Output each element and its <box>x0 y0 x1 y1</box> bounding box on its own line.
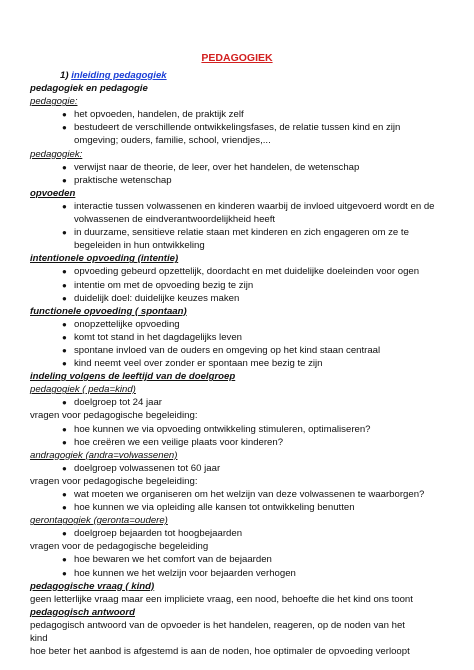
bullet-icon: ● <box>62 201 67 211</box>
list-item: ● interactie tussen volwassenen en kinderen waarbij de invloed uitgevoerd wordt en de volwassenen de eindverantwoordelijkheid heeft <box>30 200 450 226</box>
heading-functionele-opvoeding: functionele opvoeding ( spontaan) <box>30 305 187 317</box>
questions-intro: vragen voor de pedagogische begeleiding <box>30 541 209 553</box>
list-item: ● hoe bewaren we het comfort van de bejaarden <box>30 553 450 566</box>
heading-pedagogisch-antwoord: pedagogisch antwoord <box>30 606 136 618</box>
bullet-icon: ● <box>62 228 67 238</box>
heading-indeling-leeftijd: indeling volgens de leeftijd van de doelgroep <box>30 371 236 383</box>
list-item: ● opvoeding gebeurd opzettelijk, doordacht en met duidelijke doeleinden voor ogen <box>30 265 450 278</box>
list-item: ● doelgroep bejaarden tot hoogbejaarden <box>30 527 450 540</box>
paragraph-vraag: geen letterlijke vraag maar een impliciete vraag, een nood, behoefte die het kind ons toont <box>30 593 413 605</box>
label-andragogiek: andragogiek (andra=volwassenen) <box>30 449 178 461</box>
questions-intro: vragen voor pedagogische begeleiding: <box>30 410 198 422</box>
bullet-icon: ● <box>62 162 67 172</box>
section-1-heading <box>30 69 450 82</box>
bullet-icon: ● <box>62 293 67 303</box>
heading-pedagogische-vraag: pedagogische vraag ( kind) <box>30 580 155 592</box>
bullet-icon: ● <box>62 123 67 133</box>
paragraph-antwoord-line-3: hoe beter het aanbod is afgestemd is aan de noden, hoe optimaler de opvoeding verloopt <box>30 646 410 658</box>
list-item: ● wat moeten we organiseren om het welzijn van deze volwassenen te waarborgen? <box>30 488 450 501</box>
bullet-icon: ● <box>62 332 67 342</box>
list-item: ● onopzettelijke opvoeding <box>30 318 450 331</box>
label-gerontagogiek: gerontagogiek (geronta=oudere) <box>30 515 168 527</box>
list-item: ● hoe kunnen we het welzijn voor bejaarden verhogen <box>30 567 450 580</box>
bullet-icon: ● <box>62 503 67 513</box>
list-item: ● intentie om met de opvoeding bezig te zijn <box>30 279 450 292</box>
bullet-icon: ● <box>62 463 67 473</box>
bullet-icon: ● <box>62 175 67 185</box>
heading-intentionele-opvoeding: intentionele opvoeding (intentie) <box>30 253 179 265</box>
bullet-icon: ● <box>62 345 67 355</box>
bullet-icon: ● <box>62 267 67 277</box>
bullet-icon: ● <box>62 424 67 434</box>
questions-intro: vragen voor pedagogische begeleiding: <box>30 475 198 487</box>
list-item: ● verwijst naar de theorie, de leer, over het handelen, de wetenschap <box>30 161 450 174</box>
bullet-icon: ● <box>62 555 67 565</box>
list-item: ● hoe kunnen we via opleiding alle kansen tot ontwikkeling benutten <box>30 501 450 514</box>
paragraph-antwoord-line-1: pedagogisch antwoord van de opvoeder is het handelen, reageren, op de noden van het <box>30 619 405 631</box>
bullet-icon: ● <box>62 359 67 369</box>
list-item: ● komt tot stand in het dagdagelijks leven <box>30 331 450 344</box>
bullet-icon: ● <box>62 398 67 408</box>
heading-opvoeden: opvoeden <box>30 187 76 199</box>
bullet-icon: ● <box>62 529 67 539</box>
heading-pedagogiek-en-pedagogie: pedagogiek en pedagogie <box>30 83 148 95</box>
bullet-icon: ● <box>62 490 67 499</box>
list-item: ● doelgroep volwassenen tot 60 jaar <box>30 462 450 475</box>
bullet-icon: ● <box>62 319 67 329</box>
section-number: 1) <box>60 70 69 81</box>
document-body <box>30 69 450 658</box>
list-item: ● hoe creëren we een veilige plaats voor kinderen? <box>30 436 450 449</box>
label-pedagogiek: pedagogiek: <box>30 148 83 160</box>
bullet-icon: ● <box>62 437 67 447</box>
label-pedagogie: pedagogie: <box>30 96 78 108</box>
section-title-link[interactable]: inleiding pedagogiek <box>71 70 167 81</box>
bullet-icon: ● <box>62 280 67 290</box>
list-item: ● kind neemt veel over zonder er spontaan mee bezig te zijn <box>30 357 450 370</box>
bullet-icon: ● <box>62 110 67 120</box>
label-pedagogiek-kind: pedagogiek ( peda=kind) <box>30 384 136 396</box>
list-item: ● spontane invloed van de ouders en omgeving op het kind staan centraal <box>30 344 450 357</box>
bullet-icon: ● <box>62 568 67 578</box>
list-item: ● het opvoeden, handelen, de praktijk zelf <box>30 108 450 121</box>
document-title: PEDAGOGIEK <box>201 52 273 64</box>
list-item: ● bestudeert de verschillende ontwikkelingsfases, de relatie tussen kind en zijn omgeving; ouders, familie, school, vriendjes,... <box>30 121 450 147</box>
list-item: ● duidelijk doel: duidelijke keuzes maken <box>30 292 450 305</box>
list-item: ● in duurzame, sensitieve relatie staan met kinderen en zich engageren om ze te begeleiden in hun ontwikkeling <box>30 226 450 252</box>
list-item: ● praktische wetenschap <box>30 174 450 187</box>
list-item: ● doelgroep tot 24 jaar <box>30 396 450 409</box>
list-item: ● hoe kunnen we via opvoeding ontwikkeling stimuleren, optimaliseren? <box>30 423 450 436</box>
paragraph-antwoord-line-2: kind <box>30 633 48 645</box>
